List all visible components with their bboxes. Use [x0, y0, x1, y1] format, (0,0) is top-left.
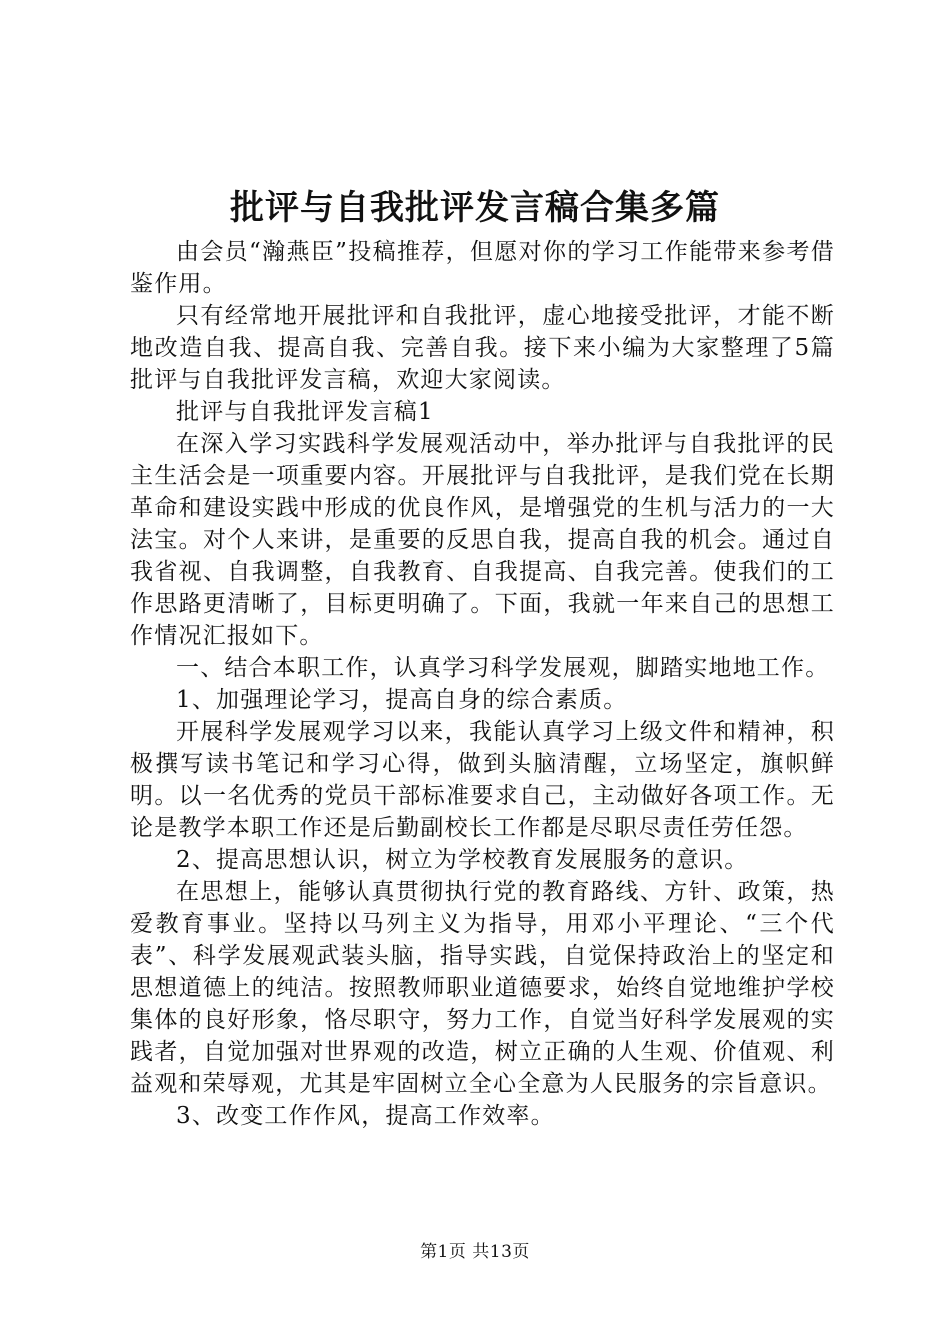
- document-title: 批评与自我批评发言稿合集多篇: [230, 188, 720, 228]
- list-item-heading: 2、提高思想认识，树立为学校教育发展服务的意识。: [176, 847, 749, 873]
- paragraph-intro: 由会员“瀚燕臣”投稿推荐，但愿对你的学习工作能带来参考借鉴作用。: [130, 239, 835, 297]
- section-heading: 批评与自我批评发言稿1: [176, 399, 434, 425]
- document-body: [130, 236, 835, 1132]
- list-item-heading: 3、改变工作作风，提高工作效率。: [176, 1103, 555, 1129]
- paragraph-summary: 只有经常地开展批评和自我批评，虚心地接受批评，才能不断地改造自我、提高自我、完善自我。接下来小编为大家整理了5篇批评与自我批评发言稿，欢迎大家阅读。: [130, 303, 835, 393]
- paragraph-body: 开展科学发展观学习以来，我能认真学习上级文件和精神，积极撰写读书笔记和学习心得，做到头脑清醒，立场坚定，旗帜鲜明。以一名优秀的党员干部标准要求自己，主动做好各项工作。无论是教学本职工作还是后勤副校长工作都是尽职尽责任劳任怨。: [130, 719, 835, 841]
- paragraph-body: 在思想上，能够认真贯彻执行党的教育路线、方针、政策，热爱教育事业。坚持以马列主义为指导，用邓小平理论、“三个代表”、科学发展观武装头脑，指导实践，自觉保持政治上的坚定和思想道德上的纯洁。按照教师职业道德要求，始终自觉地维护学校集体的良好形象，恪尽职守，努力工作，自觉当好科学发展观的实践者，自觉加强对世界观的改造，树立正确的人生观、价值观、利益观和荣辱观，尤其是牢固树立全心全意为人民服务的宗旨意识。: [130, 879, 835, 1097]
- subsection-heading: 一、结合本职工作，认真学习科学发展观，脚踏实地地工作。: [176, 655, 830, 681]
- page-number-footer: 第1页 共13页: [420, 1242, 530, 1262]
- list-item-heading: 1、加强理论学习，提高自身的综合素质。: [176, 687, 628, 713]
- paragraph-body: 在深入学习实践科学发展观活动中，举办批评与自我批评的民主生活会是一项重要内容。开展批评与自我批评，是我们党在长期革命和建设实践中形成的优良作风，是增强党的生机与活力的一大法宝。对个人来讲，是重要的反思自我，提高自我的机会。通过自我省视、自我调整，自我教育、自我提高、自我完善。使我们的工作思路更清晰了，目标更明确了。下面，我就一年来自己的思想工作情况汇报如下。: [130, 431, 835, 649]
